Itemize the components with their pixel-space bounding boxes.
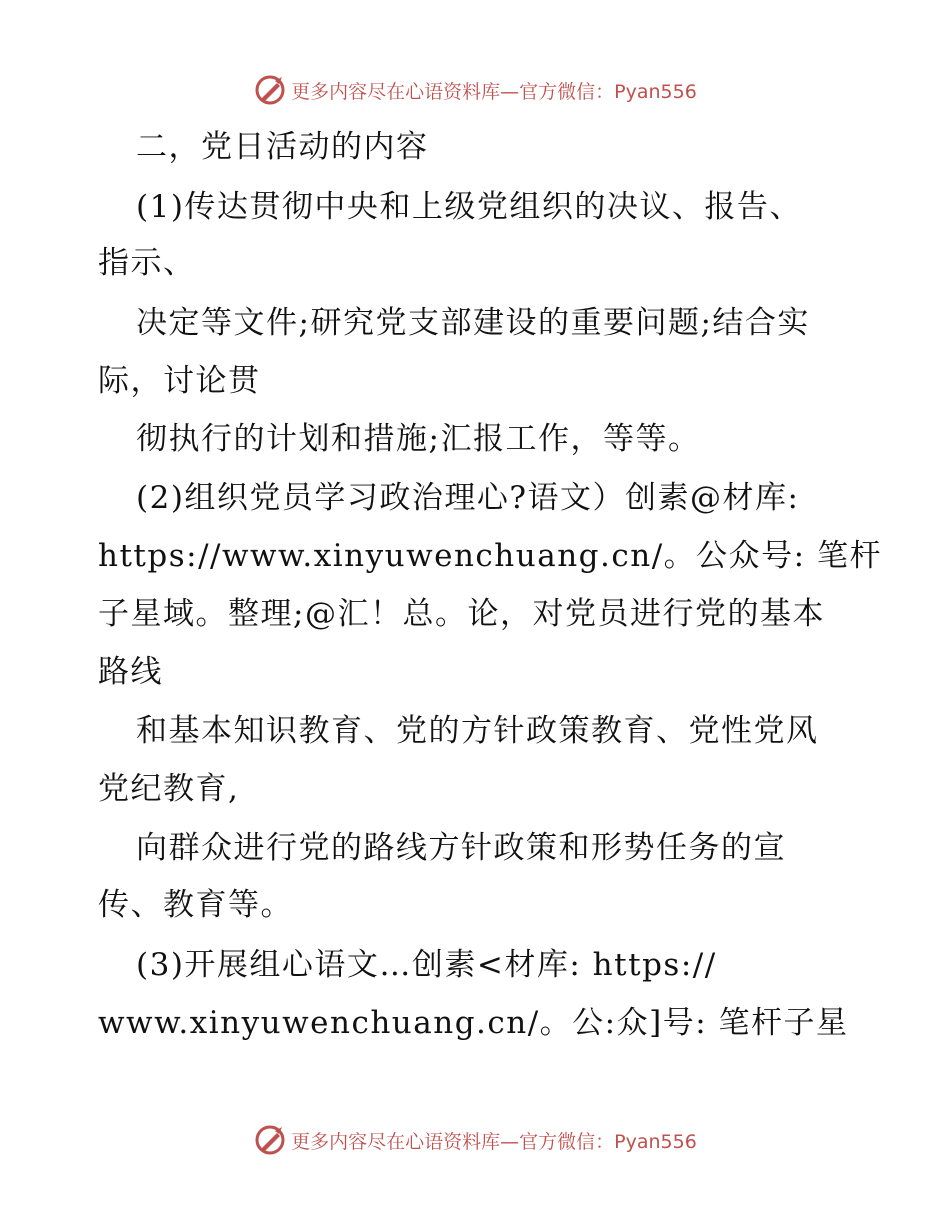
body-line: 决定等文件;研究党支部建设的重要问题;结合实: [136, 305, 810, 341]
footer-watermark-text: 更多内容尽在心语资料库—官方微信：Pyan556: [291, 1130, 697, 1153]
body-line: 彻执行的计划和措施;汇报工作，等等。: [136, 421, 701, 457]
body-line: 和基本知识教育、党的方针政策教育、党性党风: [136, 713, 819, 749]
body-line: 际，讨论贯: [98, 363, 261, 399]
body-line: (3)开展组心语文…创素<材库: https://: [136, 947, 717, 983]
header-watermark-text: 更多内容尽在心语资料库—官方微信：Pyan556: [291, 80, 697, 103]
body-line: (2)组织党员学习政治理心?语文）创素@材库:: [136, 480, 800, 516]
body-line: 党纪教育,: [98, 771, 240, 807]
body-line: 指示、: [98, 245, 196, 281]
body-line: 路线: [98, 654, 163, 690]
body-line: https://www.xinyuwenchuang.cn/。公众号: 笔杆: [98, 538, 882, 574]
pen-logo-icon: [253, 1123, 287, 1157]
body-line: 子星域。整理;@汇！总。论，对党员进行党的基本: [98, 596, 825, 632]
footer-watermark: [0, 1120, 950, 1160]
body-line: 传、教育等。: [98, 887, 293, 923]
body-line: (1)传达贯彻中央和上级党组织的决议、报告、: [136, 189, 802, 225]
section-heading: 二，党日活动的内容: [136, 129, 429, 165]
body-line: www.xinyuwenchuang.cn/。公:众]号: 笔杆子星: [98, 1005, 849, 1041]
body-line: 向群众进行党的路线方针政策和形势任务的宣: [136, 830, 786, 866]
